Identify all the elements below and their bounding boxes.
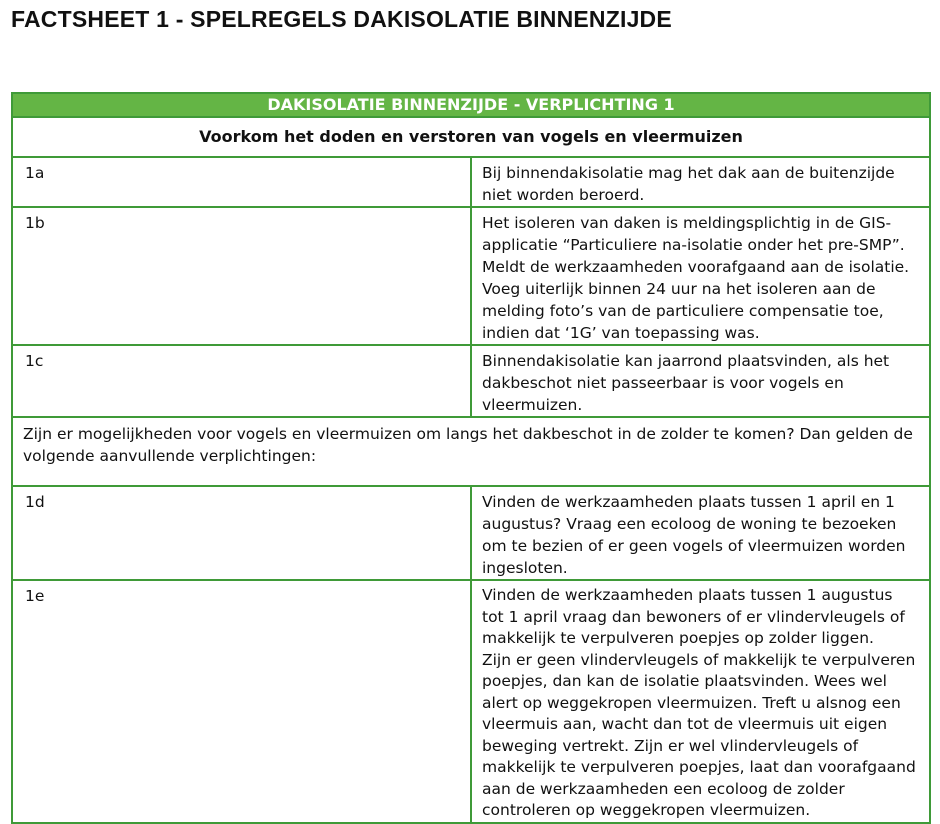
page-title: FACTSHEET 1 - SPELREGELS DAKISOLATIE BINNENZIJDE: [11, 6, 672, 32]
table-row: [12, 580, 930, 823]
rule-text: Bij binnendakisolatie mag het dak aan de buitenzijde niet worden beroerd.: [471, 157, 930, 207]
table-subheader: Voorkom het doden en verstoren van vogels en vleermuizen: [12, 117, 930, 157]
table-subheader-row: [12, 117, 930, 157]
table-row: [12, 345, 930, 417]
rule-text: Het isoleren van daken is meldingsplichtig in de GIS-applicatie “Particuliere na-isolatie onder het pre-SMP”. Meldt de werkzaamheden voorafgaand aan de isolatie. Voeg uiterlijk binnen 24 uur na het isoleren aan de melding foto’s van de particuliere compensatie toe, indien dat ‘1G’ van toepassing was.: [471, 207, 930, 345]
rule-code: 1e: [12, 580, 471, 823]
table-row: [12, 157, 930, 207]
rule-code: 1b: [12, 207, 471, 345]
rule-paragraph: Zijn er geen vlindervleugels of makkelijk te verpulveren poepjes, dan kan de isolatie plaatsvinden. Wees wel alert op weggekropen vleermuizen. Treft u alsnog een vleermuis aan, wacht dan tot de vleermuis uit eigen beweging vertrekt. Zijn er wel vlindervleugels of makkelijk te verpulveren poepjes, laat dan voorafgaand aan de werkzaamheden een ecoloog de zolder controleren op weggekropen vleermuizen.: [482, 650, 916, 819]
table-header-row: [12, 93, 930, 117]
table-row: [12, 486, 930, 580]
rule-text: Vinden de werkzaamheden plaats tussen 1 april en 1 augustus? Vraag een ecoloog de woning te bezoeken om te bezien of er geen vogels of vleermuizen worden ingesloten.: [471, 486, 930, 580]
rule-paragraph: Vinden de werkzaamheden plaats tussen 1 augustus tot 1 april vraag dan bewoners of er vlindervleugels of makkelijk te verpulveren poepjes op zolder liggen.: [482, 586, 905, 647]
rule-code: 1a: [12, 157, 471, 207]
rule-code: 1d: [12, 486, 471, 580]
rule-code: 1c: [12, 345, 471, 417]
table-header: DAKISOLATIE BINNENZIJDE - VERPLICHTING 1: [12, 93, 930, 117]
note-row: [12, 417, 930, 486]
rule-text: Binnendakisolatie kan jaarrond plaatsvinden, als het dakbeschot niet passeerbaar is voor vogels en vleermuizen.: [471, 345, 930, 417]
obligations-table: [11, 92, 931, 824]
rule-text: [471, 580, 930, 823]
additional-obligations-note: Zijn er mogelijkheden voor vogels en vleermuizen om langs het dakbeschot in de zolder te komen? Dan gelden de volgende aanvullende verplichtingen:: [12, 417, 930, 486]
table-row: [12, 207, 930, 345]
